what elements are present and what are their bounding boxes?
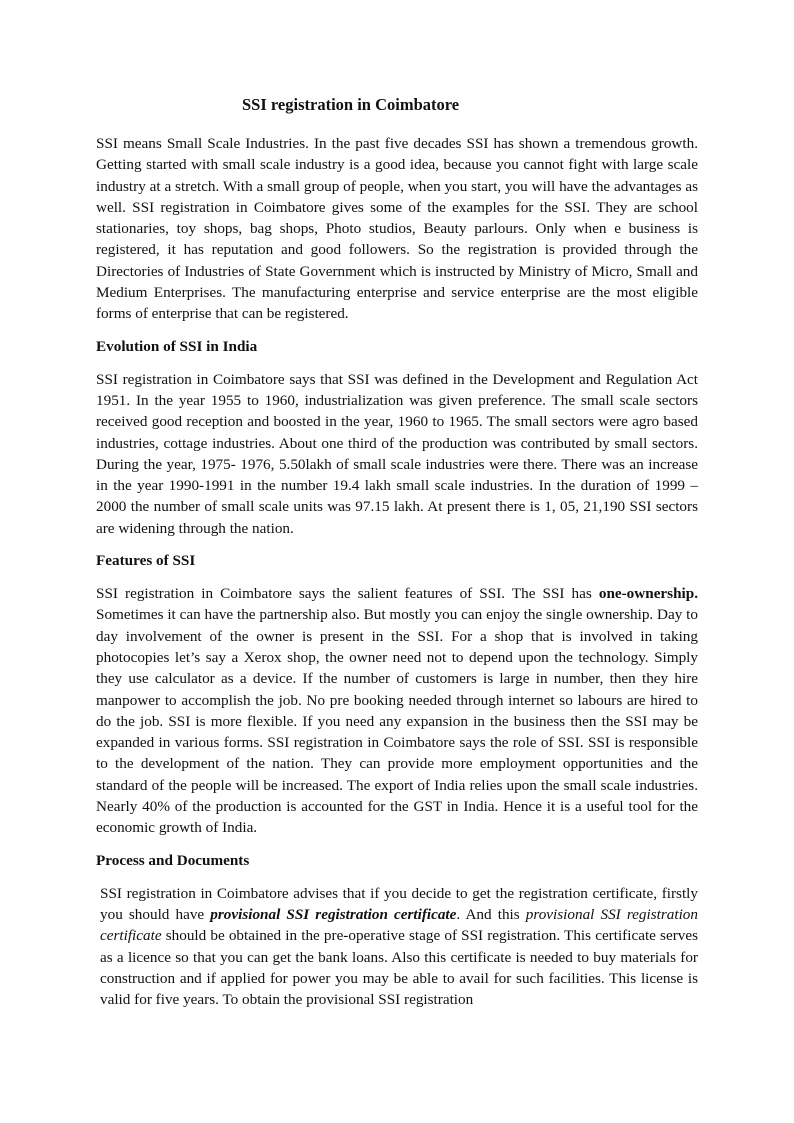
- features-text-after: Sometimes it can have the partnership also. But mostly you can enjoy the single ownership. Day to day involvement of the owner is present in the SSI. For a shop that is involved in taking photocopies let’s say a Xerox shop, the owner need not to depend upon the technology. Simply they use calculator as a device. If the number of customers is large in number, then they hire manpower to accomplish the job. No pre booking needed through internet so labours are hired to do the job. SSI is more flexible. If you need any expansion in the business then the SSI may be expanded in various forms. SSI registration in Coimbatore says the role of SSI. SSI is responsible to the development of the nation. They can provide more employment opportunities and the standard of the people will be increased. The export of India relies upon the small scale industries. Nearly 40% of the production is accounted for the GST in India. Hence it is a useful tool for the economic growth of India.: [96, 606, 698, 837]
- evolution-paragraph: SSI registration in Coimbatore says that SSI was defined in the Development and Regulation Act 1951. In the year 1955 to 1960, industrialization was given preference. The small scale sectors received good reception and boosted in the year, 1960 to 1965. The small sectors were agro based industries, cottage industries. About one third of the production was contributed by small sectors. During the year, 1975- 1976, 5.50lakh of small scale industries were there. There was an increase in the year 1990-1991 in the number 19.4 lakh small scale industries. In the duration of 1999 – 2000 the number of small scale units was 97.15 lakh. At present there is 1, 05, 21,190 SSI sectors are widening through the nation.: [96, 370, 698, 537]
- features-heading: Features of SSI: [96, 552, 196, 570]
- process-paragraph: [96, 883, 698, 1011]
- intro-paragraph: SSI means Small Scale Industries. In the past five decades SSI has shown a tremendous growth. Getting started with small scale industry is a good idea, because you cannot fight with large scale industry at a stretch. With a small group of people, when you start, you will have the advantages as well. SSI registration in Coimbatore gives some of the examples for the SSI. They are school stationaries, toy shops, bag shops, Photo studios, Beauty parlours. Only when e business is registered, it has reputation and good followers. So the registration is provided through the Directories of Industries of State Government which is instructed by Ministry of Micro, Small and Medium Enterprises. The manufacturing enterprise and service enterprise are the most eligible forms of enterprise that can be registered.: [96, 135, 698, 323]
- process-text-2: . And this: [456, 905, 526, 923]
- features-paragraph: [96, 583, 698, 839]
- document-page: [96, 94, 698, 1010]
- process-italic-term: provisional SSI registration certificate: [100, 905, 698, 945]
- process-bold-italic-term: provisional SSI registration certificate: [210, 905, 457, 923]
- evolution-heading: Evolution of SSI in India: [96, 337, 258, 355]
- process-text-3: should be obtained in the pre-operative stage of SSI registration. This certificate serves as a licence so that you can get the bank loans. Also this certificate is needed to buy materials for construction and if applied for power you may be able to avail for such facilities. This license is valid for five years. To obtain the provisional SSI registration: [100, 927, 698, 1009]
- features-text-before: SSI registration in Coimbatore says the salient features of SSI. The SSI has: [96, 585, 599, 603]
- features-bold-term: one-ownership.: [598, 585, 698, 603]
- process-heading: Process and Documents: [96, 851, 250, 869]
- process-text-1: SSI registration in Coimbatore advises that if you decide to get the registration certificate, firstly you should have: [100, 884, 698, 923]
- page-title: SSI registration in Coimbatore: [242, 95, 460, 114]
